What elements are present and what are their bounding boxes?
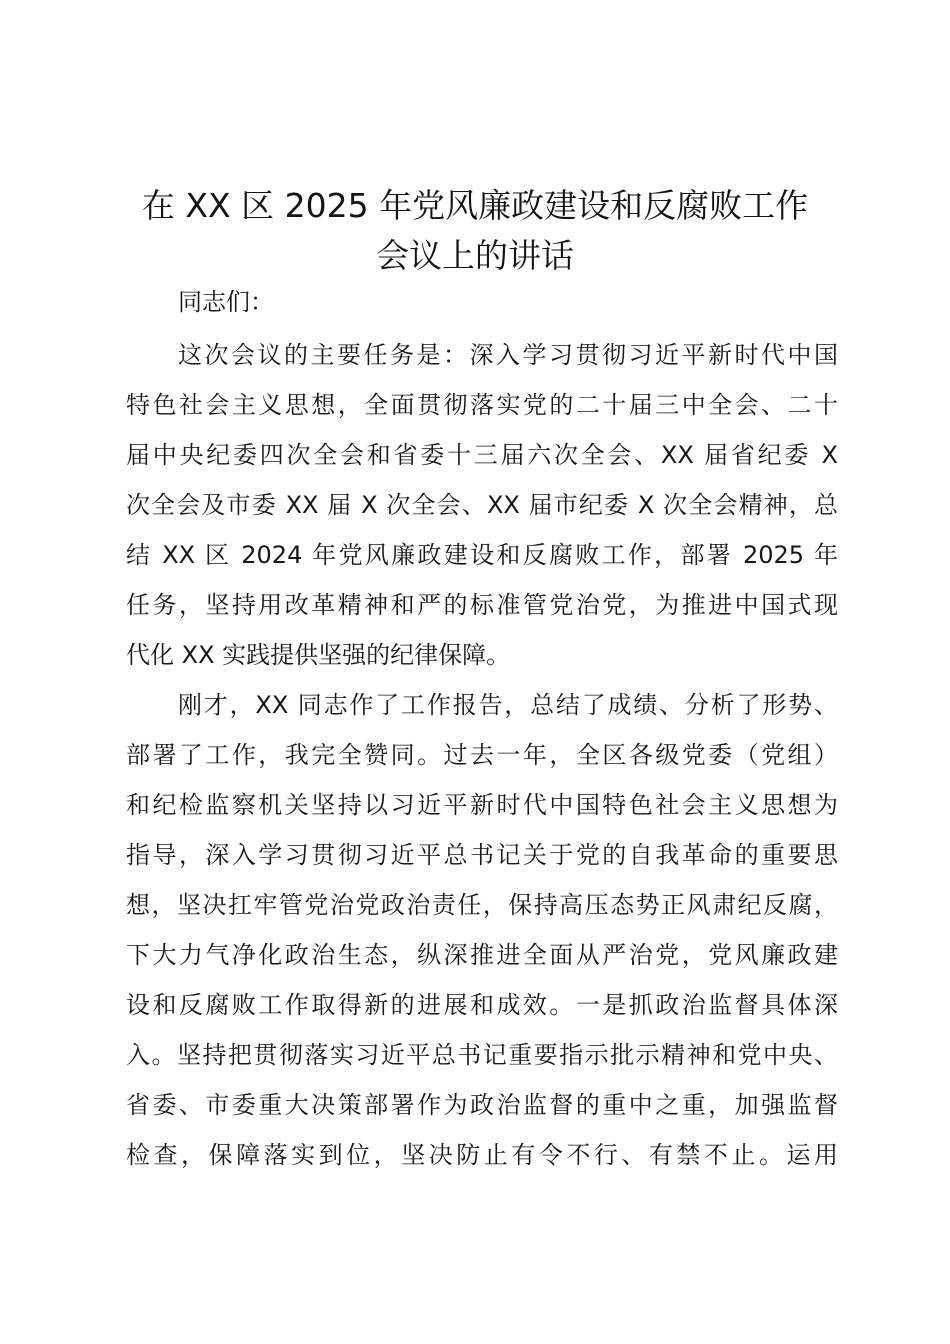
paragraph-1-line: 次全会及市委 XX 届 X 次全会、XX 届市纪委 X 次全会精神，总 bbox=[126, 491, 838, 519]
paragraph-2-line: 刚才，XX 同志作了工作报告，总结了成绩、分析了形势、 bbox=[178, 691, 838, 719]
paragraph-2-line: 指导，深入学习贯彻习近平总书记关于党的自我革命的重要思 bbox=[126, 841, 838, 869]
document-title-line-2: 会议上的讲话 bbox=[376, 236, 574, 275]
paragraph-1-line: 任务，坚持用改革精神和严的标准管党治党，为推进中国式现 bbox=[126, 591, 838, 619]
paragraph-1-line: 这次会议的主要任务是：深入学习贯彻习近平新时代中国 bbox=[178, 341, 838, 369]
salutation: 同志们： bbox=[178, 288, 274, 316]
paragraph-1-line: 届中央纪委四次全会和省委十三届六次全会、XX 届省纪委 X bbox=[126, 441, 838, 469]
paragraph-2-line: 入。坚持把贯彻落实习近平总书记重要指示批示精神和党中央、 bbox=[126, 1041, 838, 1069]
document-title-line-1: 在 XX 区 2025 年党风廉政建设和反腐败工作 bbox=[141, 186, 809, 225]
paragraph-2-line: 想，坚决扛牢管党治党政治责任，保持高压态势正风肃纪反腐， bbox=[126, 891, 838, 919]
paragraph-2-line: 检查，保障落实到位，坚决防止有令不行、有禁不止。运用 bbox=[126, 1141, 838, 1169]
paragraph-1-line: 代化 XX 实践提供坚强的纪律保障。 bbox=[126, 641, 511, 669]
paragraph-2-line: 和纪检监察机关坚持以习近平新时代中国特色社会主义思想为 bbox=[126, 791, 838, 819]
paragraph-2-line: 省委、市委重大决策部署作为政治监督的重中之重，加强监督 bbox=[126, 1091, 838, 1119]
paragraph-2-line: 设和反腐败工作取得新的进展和成效。一是抓政治监督具体深 bbox=[126, 991, 838, 1019]
paragraph-1-line: 结 XX 区 2024 年党风廉政建设和反腐败工作，部署 2025 年 bbox=[126, 541, 838, 569]
paragraph-2-line: 部署了工作，我完全赞同。过去一年，全区各级党委（党组） bbox=[126, 741, 838, 769]
paragraph-1-line: 特色社会主义思想，全面贯彻落实党的二十届三中全会、二十 bbox=[126, 391, 838, 419]
paragraph-2-line: 下大力气净化政治生态，纵深推进全面从严治党，党风廉政建 bbox=[126, 941, 838, 969]
